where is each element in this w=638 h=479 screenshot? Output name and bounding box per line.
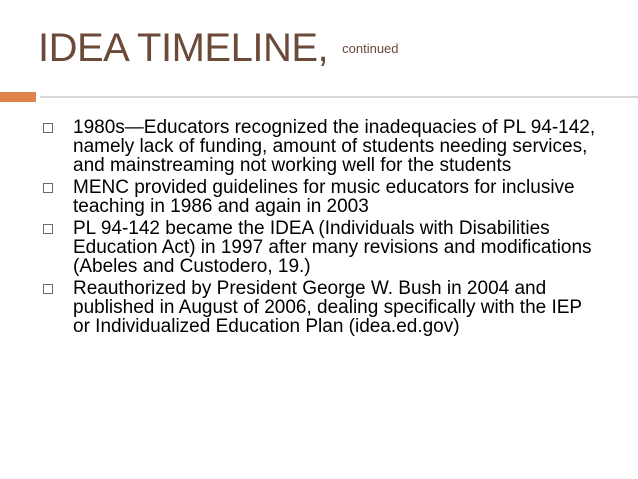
bullet-text: Reauthorized by President George W. Bush in 2004 and published in August of 2006, dealing specifically with the IEP or Individualized Education Plan (idea.ed.gov): [73, 278, 582, 337]
slide-title: [38, 26, 399, 71]
square-bullet-icon: [43, 284, 53, 294]
square-bullet-icon: [43, 183, 53, 193]
bullet-text: MENC provided guidelines for music educators for inclusive teaching in 1986 and again in 2003: [73, 177, 575, 217]
title-divider: [40, 96, 638, 98]
title-text: IDEA TIMELINE,: [38, 26, 329, 70]
square-bullet-icon: [43, 224, 53, 234]
bullet-list: [40, 118, 600, 339]
bullet-text: PL 94-142 became the IDEA (Individuals with Disabilities Education Act) in 1997 after many revisions and modifications (Abeles and Custodero, 19.): [73, 218, 592, 277]
bullet-text: 1980s—Educators recognized the inadequacies of PL 94-142, namely lack of funding, amount of students needing services, and mainstreaming not working well for the students: [73, 117, 596, 176]
title-subtitle: continued: [342, 41, 399, 56]
bullet-item: [40, 279, 600, 336]
square-bullet-icon: [43, 123, 53, 133]
bullet-item: [40, 178, 600, 216]
bullet-item: [40, 219, 600, 276]
accent-bar: [0, 92, 36, 102]
bullet-item: [40, 118, 600, 175]
